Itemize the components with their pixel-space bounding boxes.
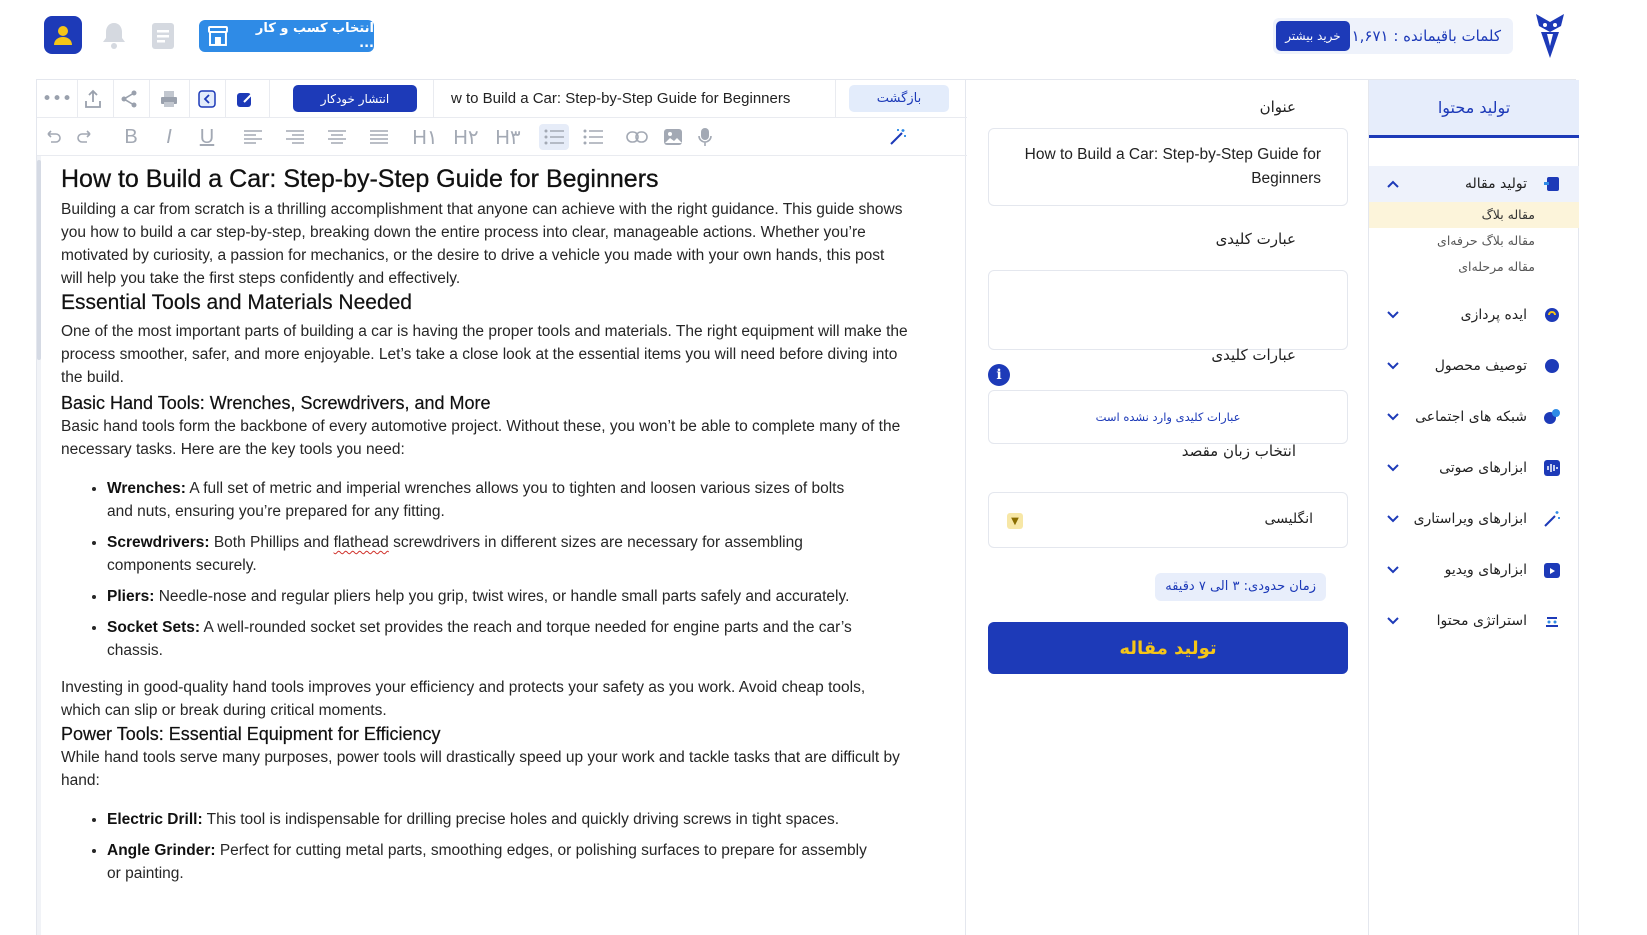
edit-wand-icon — [1543, 510, 1561, 528]
undo-icon[interactable] — [41, 124, 65, 150]
user-profile-button[interactable] — [44, 16, 82, 54]
time-estimate-badge: زمان حدودی: ۳ الی ۷ دقیقه — [1155, 573, 1326, 601]
keywords-empty-text: عبارات کلیدی وارد نشده است — [1095, 410, 1241, 424]
investing-paragraph: Investing in good-quality hand tools improves your efficiency and protects your safety as you work. Avoid cheap tools, which can slip or break during critical moments. — [61, 679, 866, 719]
article-intro: Building a car from scratch is a thrilling accomplishment that anyone can achieve with the right guidance. This guide shows you how to build a car step-by-step, breaking down the entire process into clear, manageable actions. Whether you’re motivated by curiosity, a passion for mechanics, or the desire to drive a vehicle you made with your own hands, this post will help you take the first steps confidently and effectively. — [61, 201, 903, 287]
sidebar-item-label: ابزارهای صوتی — [1439, 460, 1527, 476]
list-item — [107, 808, 909, 831]
auto-publish-button[interactable]: انتشار خودکار — [293, 85, 417, 112]
brand-logo-icon[interactable] — [1533, 12, 1567, 60]
align-justify-icon[interactable] — [367, 124, 391, 150]
keyword-input[interactable] — [988, 270, 1348, 350]
title-input[interactable]: How to Build a Car: Step-by-Step Guide for Beginners — [988, 128, 1348, 206]
chevron-down-icon: ▼ — [1007, 513, 1023, 529]
title-label: عنوان — [1259, 98, 1296, 116]
heading-2-button[interactable]: H۲ — [453, 126, 479, 149]
section-heading-tools: Essential Tools and Materials Needed — [61, 291, 412, 314]
hand-tools-paragraph: Basic hand tools form the backbone of every automotive project. Without these, you won’t be able to complete many of the necessary tasks. Here are the key tools you need: — [61, 418, 901, 458]
article-editor — [36, 80, 966, 935]
toolbar-divider — [225, 80, 226, 118]
edit-pen-icon[interactable] — [231, 86, 259, 112]
select-business-label: انتخاب کسب و کار ... — [255, 21, 374, 51]
toolbar-divider — [835, 80, 836, 118]
list-item-text: Perfect for cutting metal parts, smoothing edges, or polishing surfaces to prepare for assembly or painting. — [107, 842, 867, 882]
print-icon[interactable] — [155, 86, 183, 112]
collapse-panel-icon[interactable] — [193, 86, 221, 112]
chevron-down-icon — [1383, 611, 1403, 631]
heading-3-button[interactable]: H۳ — [495, 126, 521, 149]
back-button[interactable]: بازگشت — [849, 85, 949, 112]
chevron-down-icon — [1383, 560, 1403, 580]
sidebar-item-content-strategy[interactable] — [1369, 603, 1579, 639]
sidebar-item-label: ایده پردازی — [1460, 307, 1527, 323]
list-item-term: Electric Drill: — [107, 811, 203, 828]
underline-icon[interactable]: U — [199, 125, 215, 148]
sidebar-item-editing-tools[interactable] — [1369, 501, 1579, 537]
subheading-power-tools: Power Tools: Essential Equipment for Efficiency — [61, 724, 441, 744]
chevron-down-icon — [1383, 356, 1403, 376]
numbered-list-icon[interactable] — [581, 124, 605, 150]
list-item — [107, 616, 909, 662]
generate-article-button[interactable]: تولید مقاله — [988, 622, 1348, 674]
article-icon — [1543, 175, 1561, 193]
list-item-text: Both Phillips and — [213, 534, 334, 551]
product-icon — [1543, 357, 1561, 375]
sidebar-item-audio-tools[interactable] — [1369, 450, 1579, 486]
sidebar-subitem-pro-blog-article[interactable]: مقاله بلاگ حرفه‌ای — [1437, 233, 1535, 248]
list-item-text: screwdrivers in different sizes are necessary for assembling components securely. — [107, 534, 803, 574]
chevron-up-icon — [1383, 174, 1403, 194]
social-icon — [1543, 408, 1561, 426]
align-center-icon[interactable] — [325, 124, 349, 150]
sidebar-item-video-tools[interactable] — [1369, 552, 1579, 588]
sidebar-item-label: ابزارهای ویدیو — [1444, 562, 1527, 578]
sidebar-item-social-networks[interactable] — [1369, 399, 1579, 435]
chevron-down-icon — [1383, 458, 1403, 478]
microphone-icon[interactable] — [693, 124, 717, 150]
more-options-icon[interactable]: ••• — [41, 89, 73, 109]
spellcheck-word[interactable]: flathead — [333, 534, 389, 551]
sidebar-item-label: تولید مقاله — [1464, 176, 1527, 192]
bullet-list-icon[interactable] — [539, 124, 569, 150]
list-item-term: Pliers: — [107, 588, 155, 605]
list-item-term: Screwdrivers: — [107, 534, 210, 551]
article-title: How to Build a Car: Step-by-Step Guide for Beginners — [61, 165, 659, 193]
sidebar-item-ideation[interactable] — [1369, 297, 1579, 333]
editor-title-field[interactable]: w to Build a Car: Step-by-Step Guide for Beginners — [451, 90, 791, 107]
align-left-icon[interactable] — [241, 124, 265, 150]
remaining-words-label: کلمات باقیمانده : ۱,۶۷۱ — [1351, 27, 1501, 45]
target-language-select[interactable] — [988, 492, 1348, 548]
link-icon[interactable] — [625, 124, 649, 150]
keywords-list[interactable] — [988, 390, 1348, 444]
editor-scrollbar-thumb[interactable] — [37, 160, 41, 360]
power-tools-paragraph: While hand tools serve many purposes, power tools will drastically speed up your work and tackle tasks that are difficult by hand: — [61, 749, 900, 789]
select-business-button[interactable] — [199, 20, 374, 52]
list-item-term: Wrenches: — [107, 480, 186, 497]
toolbar-divider — [113, 80, 114, 118]
share-icon[interactable] — [115, 86, 143, 112]
list-item-text: This tool is indispensable for drilling precise holes and quickly driving screws in tight spaces. — [206, 811, 840, 828]
list-item-text: A well-rounded socket set provides the reach and torque needed for engine parts and the car’s chassis. — [107, 619, 852, 659]
sidebar-item-label: ابزارهای ویراستاری — [1413, 511, 1527, 527]
list-item — [107, 531, 909, 577]
sidebar-item-label: توصیف محصول — [1434, 358, 1527, 374]
audio-icon — [1543, 459, 1561, 477]
article-settings-form — [966, 80, 1368, 935]
keywords-label: عبارات کلیدی — [1211, 346, 1296, 364]
list-item — [107, 585, 909, 608]
bold-icon[interactable]: B — [124, 125, 138, 148]
toolbar-divider — [189, 80, 190, 118]
toolbar-divider — [269, 80, 270, 118]
idea-icon — [1543, 306, 1561, 324]
toolbar-divider — [149, 80, 150, 118]
list-item — [107, 477, 909, 523]
tools-paragraph: One of the most important parts of building a car is having the proper tools and materials. The right equipment will make the process smoother, safer, and more enjoyable. Let’s take a close look at the essential items you will need before diving into the build. — [61, 323, 908, 386]
target-language-value: انگلیسی — [1264, 511, 1313, 527]
notification-bell-icon[interactable] — [100, 20, 128, 50]
sidebar-item-product-description[interactable] — [1369, 348, 1579, 384]
list-item-text: A full set of metric and imperial wrenches allows you to tighten and loosen various sizes of bolts and nuts, ensuring you’re prepared for any fitting. — [107, 480, 845, 520]
subheading-hand-tools: Basic Hand Tools: Wrenches, Screwdrivers, and More — [61, 393, 491, 413]
sidebar-item-article-generation[interactable] — [1369, 166, 1579, 202]
sidebar-subitem-blog-article[interactable]: مقاله بلاگ — [1369, 202, 1579, 228]
chevron-down-icon — [1383, 305, 1403, 325]
export-icon[interactable] — [79, 86, 107, 112]
strategy-icon — [1543, 612, 1561, 630]
buy-more-button[interactable]: خرید بیشتر — [1276, 21, 1350, 51]
video-icon — [1543, 561, 1561, 579]
document-icon[interactable] — [150, 22, 176, 50]
ai-magic-wand-icon[interactable] — [883, 124, 913, 150]
toolbar-divider — [77, 80, 78, 118]
target-language-label: انتخاب زبان مقصد — [1181, 442, 1296, 460]
toolbar-divider — [433, 80, 434, 118]
sidebar-item-label: شبکه های اجتماعی — [1415, 409, 1527, 425]
info-icon[interactable]: i — [988, 364, 1010, 386]
chevron-down-icon — [1383, 509, 1403, 529]
article-content[interactable] — [61, 164, 909, 899]
image-icon[interactable] — [661, 124, 685, 150]
sidebar-item-label: استراتژی محتوا — [1436, 613, 1527, 629]
sidebar-subitem-step-article[interactable]: مقاله مرحله‌ای — [1458, 259, 1535, 274]
user-icon — [51, 23, 75, 47]
italic-icon[interactable]: I — [166, 125, 172, 148]
power-tools-list — [107, 808, 909, 885]
formatting-toolbar — [37, 118, 967, 156]
tab-content-generation[interactable]: تولید محتوا — [1369, 80, 1579, 138]
align-right-icon[interactable] — [283, 124, 307, 150]
keyword-label: عبارت کلیدی — [1215, 230, 1296, 248]
list-item-term: Socket Sets: — [107, 619, 201, 636]
chevron-down-icon — [1383, 407, 1403, 427]
top-bar — [0, 0, 1647, 76]
remaining-words-box — [1273, 18, 1513, 54]
store-icon — [207, 25, 229, 47]
redo-icon[interactable] — [73, 124, 97, 150]
list-item — [107, 839, 909, 885]
editor-action-bar — [37, 80, 967, 118]
content-tools-sidebar — [1368, 80, 1579, 935]
heading-1-button[interactable]: H۱ — [412, 126, 438, 149]
list-item-text: Needle-nose and regular pliers help you grip, twist wires, or handle small parts safely and accurately. — [158, 588, 850, 605]
list-item-term: Angle Grinder: — [107, 842, 216, 859]
editor-scrollbar[interactable] — [37, 156, 41, 935]
hand-tools-list — [107, 477, 909, 662]
